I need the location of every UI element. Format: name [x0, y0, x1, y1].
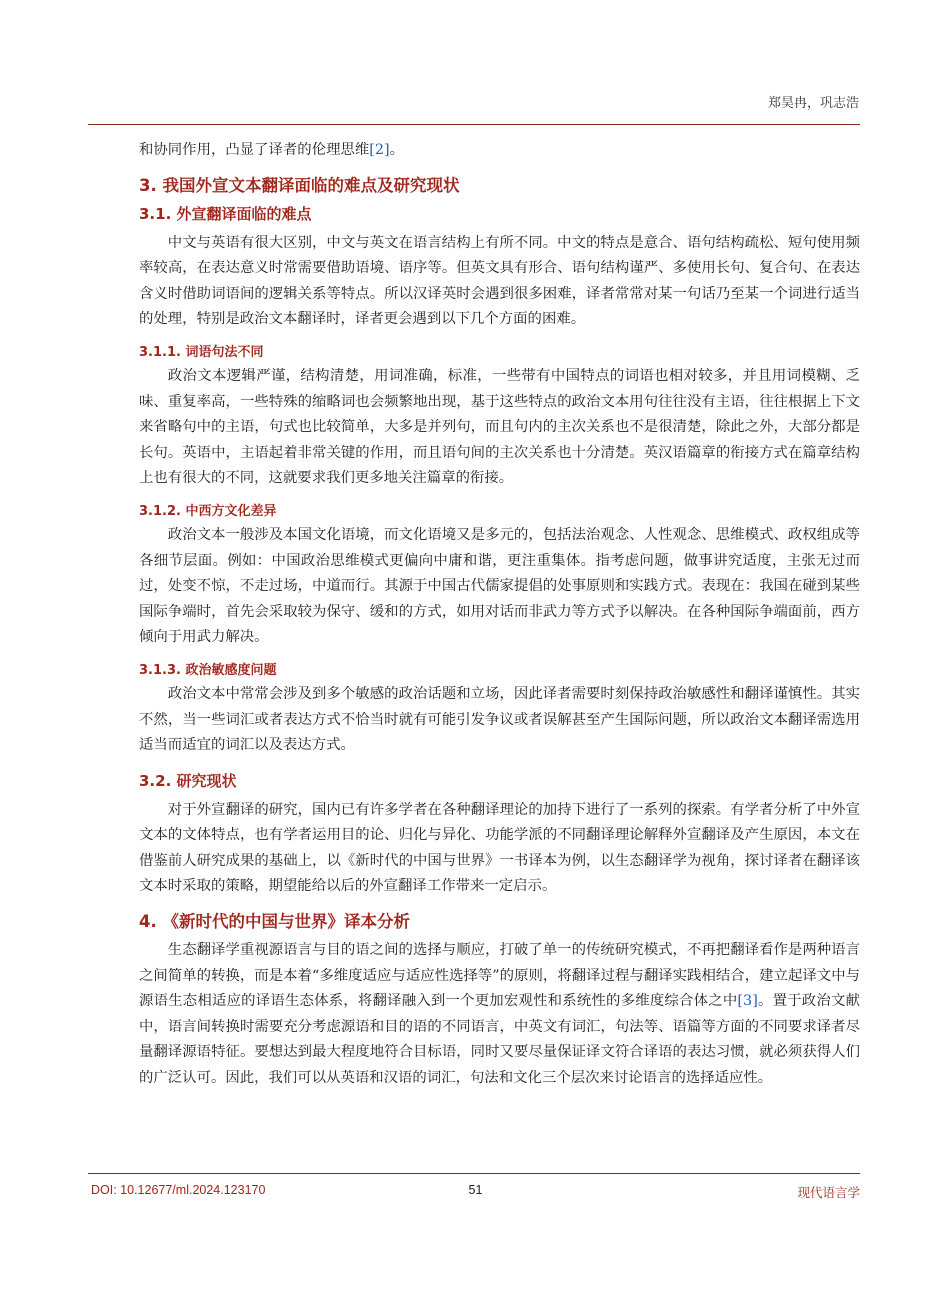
- page-body: [139, 138, 860, 1092]
- paragraph: 中文与英语有很大区别，中文与英文在语言结构上有所不同。中文的特点是意合、语句结构疏松、短句使用频率较高，在表达意义时常需要借助语境、语序等。但英文具有形合、语句结构谨严、多使用长句、复合句、在表达含义时借助词语间的逻辑关系等特点。所以汉译英时会遇到很多困难，译者常常对某一句话乃至某一个词进行适当的处理，特别是政治文本翻译时，译者更会遇到以下几个方面的困难。: [139, 234, 860, 328]
- footer-divider: [88, 1173, 860, 1174]
- paragraph-text-end: 。置于政治文献中，语言间转换时需要充分考虑源语和目的语的不同语言，中英文有词汇，句法等、语篇等方面的不同要求译者尽量翻译源语特征。要想达到最大程度地符合目标语，同时又要尽量保证译文符合译语的表达习惯，就必须获得人们的广泛认可。因此，我们可以从英语和汉语的词汇，句法和文化三个层次来讨论语言的选择适应性。: [139, 993, 860, 1087]
- citation-link[interactable]: [2]: [369, 142, 390, 158]
- subsubsection-heading-3-1-3: 3.1.3. 政治敏感度问题: [139, 662, 277, 678]
- header-divider: [88, 124, 860, 125]
- paragraph-text-end: 。: [389, 142, 405, 158]
- section-heading-4: 4. 《新时代的中国与世界》译本分析: [139, 912, 410, 932]
- section-heading-3: 3. 我国外宣文本翻译面临的难点及研究现状: [139, 175, 460, 195]
- subsubsection-heading-3-1-2: 3.1.2. 中西方文化差异: [139, 503, 277, 519]
- subsection-heading-3-1: 3.1. 外宣翻译面临的难点: [139, 204, 312, 223]
- subsubsection-heading-3-1-1: 3.1.1. 词语句法不同: [139, 344, 264, 360]
- paragraph: 政治文本中常常会涉及到多个敏感的政治话题和立场，因此译者需要时刻保持政治敏感性和翻译谨慎性。其实不然，当一些词汇或者表达方式不恰当时就有可能引发争议或者误解甚至产生国际问题，所以政治文本翻译需选用适当而适宜的词汇以及表达方式。: [139, 685, 860, 754]
- paragraph: 政治文本逻辑严谨，结构清楚，用词准确，标准，一些带有中国特点的词语也相对较多，并且用词模糊、乏味、重复率高，一些特殊的缩略词也会频繁地出现，基于这些特点的政治文本用句往往没有主语，往往根据上下文来省略句中的主语，句式也比较简单，大多是并列句，而且句内的主次关系也不是很清楚，除此之外，大部分都是长句。英语中，主语起着非常关键的作用，而且语句间的主次关系也十分清楚。英汉语篇章的衔接方式在篇章结构上也有很大的不同，这就要求我们更多地关注篇章的衔接。: [139, 367, 860, 487]
- page-number: 51: [468, 1183, 483, 1197]
- paragraph: 政治文本一般涉及本国文化语境，而文化语境又是多元的，包括法治观念、人性观念、思维模式、政权组成等各细节层面。例如：中国政治思维模式更偏向中庸和谐，更注重集体。指考虑问题，做事讲究适度，主张无过而过，处变不惊，不走过场，中道而行。其源于中国古代儒家提倡的处事原则和实践方式。表现在：我国在碰到某些国际争端时，首先会采取较为保守、缓和的方式，如用对话而非武力等方式予以解决。在各种国际争端面前，西方倾向于用武力解决。: [139, 526, 860, 646]
- paragraph-text: 和协同作用，凸显了译者的伦理思维: [139, 142, 370, 158]
- subsection-heading-3-2: 3.2. 研究现状: [139, 771, 237, 790]
- journal-name: 现代语言学: [797, 1185, 860, 1200]
- citation-link[interactable]: [3]: [737, 993, 758, 1010]
- page-footer: [91, 1183, 860, 1201]
- paragraph: 对于外宣翻译的研究，国内已有许多学者在各种翻译理论的加持下进行了一系列的探索。有学者分析了中外宣文本的文体特点，也有学者运用目的论、归化与异化、功能学派的不同翻译理论解释外宣翻译及产生原因，本文在借鉴前人研究成果的基础上，以《新时代的中国与世界》一书译本为例，以生态翻译学为视角，探讨译者在翻译该文本时采取的策略，期望能给以后的外宣翻译工作带来一定启示。: [139, 801, 860, 895]
- continued-paragraph: [139, 138, 860, 164]
- running-header-authors: 郑昊冉，巩志浩: [767, 96, 859, 111]
- doi-link[interactable]: DOI: 10.12677/ml.2024.123170: [91, 1183, 266, 1197]
- paragraph-text: 生态翻译学重视源语言与目的语之间的选择与顺应，打破了单一的传统研究模式，不再把翻译看作是两种语言之间简单的转换，而是本着“多维度适应与适应性选择等”的原则，将翻译过程与翻译实践相结合，建立起译文中与源语生态相适应的译语生态体系，将翻译融入到一个更加宏观性和系统性的多维度综合体之中: [139, 942, 860, 1010]
- paragraph: [139, 938, 860, 1092]
